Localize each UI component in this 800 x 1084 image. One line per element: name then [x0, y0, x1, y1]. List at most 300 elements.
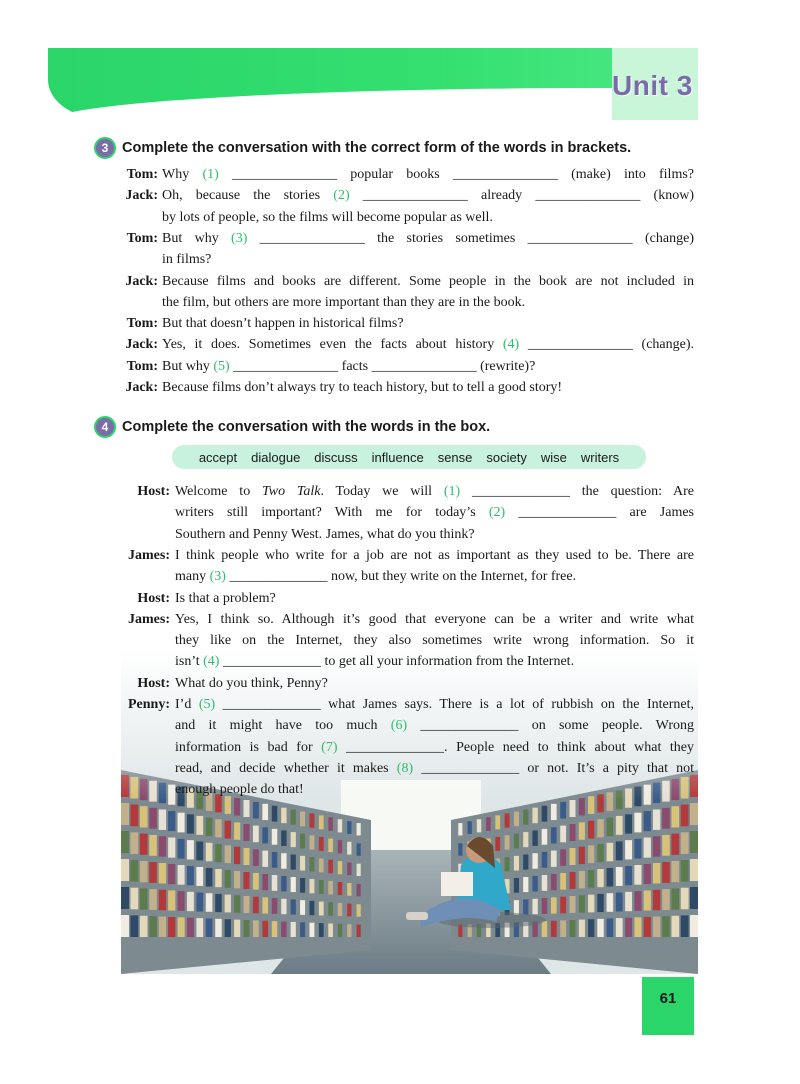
book-spine [159, 917, 166, 937]
book-spine [291, 855, 296, 870]
book-spine [690, 887, 698, 909]
dialogue-line: Yes, it does. Sometimes even the facts about history (4) _______________ (change). [162, 337, 694, 353]
book-spine [253, 826, 259, 843]
book-spine [634, 839, 641, 859]
book-spine [514, 900, 519, 915]
book-spine [206, 818, 213, 837]
book-spine [159, 890, 166, 910]
dialogue-line: What do you think, Penny? [175, 675, 328, 691]
speaker-label: Jack: [125, 337, 158, 353]
book-spine [505, 857, 510, 871]
book-spine [551, 827, 557, 843]
book-spine [653, 836, 660, 856]
book-spine [671, 834, 679, 855]
book-spine [262, 874, 268, 890]
book-spine [168, 890, 175, 910]
book-spine [634, 917, 641, 937]
book-spine [319, 923, 324, 937]
book-spine [671, 888, 679, 909]
book-spine [300, 834, 305, 849]
book-spine [644, 811, 651, 831]
book-spine [579, 798, 585, 815]
book-spine [653, 890, 660, 910]
book-spine [300, 812, 305, 827]
book-spine [542, 806, 548, 822]
book-spine [347, 821, 351, 834]
book-spine [681, 832, 689, 854]
book-spine [328, 860, 333, 874]
book-spine [253, 873, 259, 890]
book-spine [178, 917, 185, 937]
book-spine [319, 815, 324, 829]
book-spine [281, 922, 286, 937]
book-spine [560, 920, 566, 937]
book-spine [690, 859, 698, 881]
book-spine [262, 851, 268, 867]
book-spine [309, 813, 314, 827]
book-spine [681, 805, 689, 827]
book-spine [319, 858, 324, 872]
dialogue-line: Welcome to Two Talk. Today we will (1) ______________ the question: Are [175, 484, 694, 499]
word-box-item: sense [437, 449, 473, 465]
book-spine [121, 831, 129, 853]
book-spine [551, 921, 557, 937]
book-spine [178, 891, 185, 911]
book-spine [300, 878, 305, 893]
book-spine [514, 812, 519, 827]
book-spine [690, 831, 698, 853]
exercise-4-heading [94, 416, 490, 438]
book-spine [178, 839, 185, 859]
book-spine [357, 884, 361, 896]
dialogue-line: Because films and books are different. Some people in the book are not included in [162, 273, 694, 289]
dialogue-line: But why (3) _______________ the stories sometimes _______________ (change) [162, 230, 694, 246]
book-spine [272, 898, 278, 914]
book-spine [560, 897, 566, 914]
book-spine [607, 843, 614, 862]
book-spine [319, 837, 324, 851]
book-spine [309, 835, 314, 849]
book-spine [514, 834, 519, 849]
book-spine [281, 876, 286, 891]
book-spine [551, 874, 557, 890]
book-spine [328, 839, 333, 853]
word-box-item: accept [198, 449, 238, 465]
book-spine [206, 868, 213, 887]
book-spine [468, 821, 472, 834]
book-spine [328, 817, 333, 831]
book-spine [309, 879, 314, 893]
book-spine [196, 893, 203, 912]
book-spine [206, 843, 213, 862]
book-spine [309, 857, 314, 871]
exercise-number-badge: 4 [94, 416, 116, 438]
book-spine [215, 819, 221, 837]
book-spine [262, 804, 268, 820]
speaker-label: Tom: [126, 167, 158, 182]
word-box-item: influence [371, 449, 424, 465]
book-spine [523, 810, 528, 825]
book-spine [616, 893, 623, 912]
book-spine [253, 897, 259, 914]
word-box [172, 445, 646, 469]
book-spine [347, 924, 351, 937]
speaker-label: Tom: [126, 316, 158, 332]
book-spine [570, 872, 576, 889]
book-spine [121, 859, 129, 881]
book-spine [309, 901, 314, 915]
speaker-label: James: [128, 611, 170, 627]
book-spine [486, 817, 491, 831]
book-spine [159, 863, 166, 883]
book-spine [607, 918, 614, 937]
book-spine [570, 824, 576, 841]
page-number: 61 [659, 990, 677, 1007]
book-spine [625, 840, 632, 859]
dialogue-line: isn’t (4) ______________ to get all your information from the Internet. [175, 654, 575, 670]
book-spine [244, 872, 250, 889]
book-spine [560, 849, 566, 866]
book-spine [542, 852, 548, 868]
book-spine [495, 815, 500, 829]
dialogue-line: read, and decide whether it makes (8) ______________ or not. It’s a pity that not [175, 760, 694, 776]
book-spine [458, 843, 462, 855]
book-spine [196, 867, 203, 886]
book-spine [262, 921, 268, 937]
book-spine [149, 808, 157, 829]
book-spine [681, 860, 689, 882]
book-spine [140, 861, 148, 882]
book-spine [644, 838, 651, 858]
speaker-label: Jack: [125, 188, 158, 204]
dialogue-line: enough people do that! [175, 782, 304, 798]
book-spine [347, 883, 351, 896]
book-spine [234, 798, 240, 815]
book-spine [140, 806, 148, 827]
book-spine [244, 920, 250, 937]
book-spine [244, 824, 250, 841]
book-spine [662, 916, 670, 937]
book-spine [690, 803, 698, 825]
book-spine [291, 922, 296, 937]
dialogue-line: many (3) ______________ now, but they write on the Internet, for free. [175, 569, 577, 585]
book-spine [505, 813, 510, 827]
book-spine [542, 829, 548, 845]
book-spine [662, 862, 670, 883]
book-spine [588, 821, 594, 839]
book-spine [272, 829, 278, 845]
book-spine [328, 881, 333, 895]
book-spine [272, 806, 278, 822]
book-spine [187, 840, 194, 859]
book-spine [551, 851, 557, 867]
book-spine [607, 893, 614, 912]
dialogue-line: But that doesn’t happen in historical films? [162, 316, 404, 332]
book-spine [196, 918, 203, 937]
book-spine [597, 919, 603, 937]
book-spine [130, 832, 138, 854]
book-spine [532, 830, 537, 845]
book-spine [458, 823, 462, 835]
book-spine [338, 882, 342, 895]
book-spine [607, 868, 614, 887]
book-spine [272, 875, 278, 891]
book-spine [319, 880, 324, 894]
book-spine [588, 870, 594, 888]
speaker-label: Tom: [126, 230, 158, 246]
book-spine [225, 870, 231, 888]
exercise-3-heading [94, 137, 631, 159]
book-spine [225, 895, 231, 913]
exercise-instruction: Complete the conversation with the correct form of the words in brackets. [122, 140, 632, 156]
book-spine [168, 864, 175, 884]
book-spine [262, 827, 268, 843]
book-spine [560, 802, 566, 819]
book-spine [597, 894, 603, 912]
speaker-label: Penny: [128, 697, 170, 712]
book-spine [215, 844, 221, 862]
book-spine [291, 899, 296, 914]
book-spine [644, 917, 651, 937]
book-spine [291, 810, 296, 825]
book-spine [215, 894, 221, 912]
book-spine [644, 890, 651, 910]
book-spine [244, 896, 250, 913]
book-spine [121, 803, 129, 825]
book-spine [634, 891, 641, 911]
book-spine [300, 900, 305, 915]
book-spine [187, 892, 194, 911]
dialogue-line: information is bad for (7) ______________. People need to think about what they [175, 739, 694, 755]
book-spine [149, 862, 157, 883]
book-spine [215, 869, 221, 887]
book-spine [168, 811, 175, 831]
book-spine [178, 813, 185, 833]
dialogue-line: writers still important? With me for today’s (2) ______________ are James [175, 505, 694, 521]
book-spine [130, 915, 138, 937]
book-spine [234, 822, 240, 839]
book-spine [625, 814, 632, 833]
book-spine [523, 832, 528, 847]
book-spine [196, 841, 203, 860]
book-spine [681, 888, 689, 910]
book-spine [357, 925, 361, 937]
book-spine [347, 904, 351, 917]
book-spine [149, 889, 157, 910]
dialogue-line: But why (5) _______________ facts _______________ (rewrite)? [162, 358, 536, 374]
book-spine [187, 866, 194, 885]
book-spine [262, 897, 268, 913]
book-spine [357, 864, 361, 876]
book-spine [570, 896, 576, 913]
book-spine [159, 836, 166, 856]
book-spine [616, 867, 623, 886]
book-spine [281, 830, 286, 845]
speaker-label: James: [128, 547, 170, 563]
book-spine [662, 889, 670, 910]
dialogue-line: I’d (5) ______________ what James says. There is a lot of rubbish on the Internet, [175, 697, 694, 712]
book-spine [244, 848, 250, 865]
book-spine [215, 919, 221, 937]
book-spine [149, 916, 157, 937]
book-spine [159, 809, 166, 829]
book-spine [662, 808, 670, 829]
book-spine [671, 916, 679, 937]
dialogue-line: by lots of people, so the films will become popular as well. [162, 209, 493, 225]
word-box-item: wise [540, 449, 567, 465]
book-spine [653, 809, 660, 829]
book-spine [616, 816, 623, 835]
book-spine [579, 920, 585, 937]
book-spine [625, 866, 632, 885]
book-spine [121, 915, 129, 937]
book-spine [588, 919, 594, 937]
book-spine [338, 924, 342, 937]
book-spine [357, 823, 361, 835]
book-spine [291, 877, 296, 892]
book-spine [234, 847, 240, 864]
book-spine [597, 869, 603, 887]
book-spine [588, 845, 594, 863]
dialogue-line: Southern and Penny West. James, what do you think? [175, 526, 475, 542]
book-spine [272, 921, 278, 937]
speaker-label: Jack: [125, 273, 158, 289]
book-spine [551, 804, 557, 820]
book-spine [579, 847, 585, 864]
book-spine [542, 875, 548, 891]
book-spine [347, 842, 351, 855]
book-spine [551, 897, 557, 913]
book-spine [560, 826, 566, 843]
book-spine [206, 893, 213, 912]
book-spine [607, 818, 614, 837]
book-spine [253, 849, 259, 866]
book-spine [579, 895, 585, 912]
book-spine [653, 863, 660, 883]
book-spine [532, 899, 537, 914]
book-spine [225, 821, 231, 839]
speaker-label: Jack: [125, 380, 158, 395]
book-spine [579, 871, 585, 888]
book-spine [338, 840, 342, 853]
book-spine [570, 920, 576, 937]
dialogue-line: Is that a problem? [175, 590, 276, 606]
book-spine [357, 904, 361, 916]
book-spine [532, 808, 537, 823]
book-spine [149, 835, 157, 856]
speaker-label: Tom: [126, 358, 158, 374]
book-spine [542, 898, 548, 914]
book-spine [634, 813, 641, 833]
book-spine [281, 899, 286, 914]
book-spine [616, 918, 623, 937]
book-spine [616, 841, 623, 860]
dialogue-line: they like on the Internet, they also sometimes write wrong information. So it [175, 633, 694, 649]
book-spine [187, 814, 194, 833]
book-spine [597, 819, 603, 837]
book-spine [130, 860, 138, 882]
book-spine [338, 819, 342, 832]
book-spine [130, 888, 138, 910]
book-spine [514, 878, 519, 893]
book-spine [634, 865, 641, 885]
book-spine [196, 816, 203, 835]
book-spine [579, 822, 585, 839]
book-spine [477, 819, 481, 832]
book-spine [338, 861, 342, 874]
book-spine [300, 856, 305, 871]
book-spine [495, 837, 500, 851]
book-spine [272, 852, 278, 868]
dialogue-line: the film, but others are more important than they are in the book. [162, 294, 526, 310]
book-spine [281, 853, 286, 868]
book-spine [206, 918, 213, 937]
book-spine [225, 845, 231, 863]
book-spine [291, 832, 296, 847]
book-spine [328, 902, 333, 916]
book-spine [253, 802, 259, 819]
dialogue-line: I think people who write for a job are not as important as they used to be. There are [175, 547, 694, 563]
book-spine [690, 915, 698, 937]
book-spine [644, 864, 651, 884]
speaker-label: Host: [137, 675, 170, 691]
book-spine [309, 923, 314, 937]
book-spine [234, 895, 240, 912]
book-spine [505, 835, 510, 849]
book-spine [187, 918, 194, 937]
book-spine [532, 853, 537, 868]
book-spine [514, 856, 519, 871]
book-spine [328, 923, 333, 937]
dialogue-line: Why (1) _______________ popular books _______________ (make) into films? [162, 167, 694, 182]
book-spine [140, 834, 148, 855]
book-spine [130, 805, 138, 827]
word-box-item: society [486, 449, 527, 465]
book-spine [178, 865, 185, 885]
book-spine [560, 873, 566, 890]
word-box-item: dialogue [251, 449, 301, 465]
book-spine [523, 899, 528, 914]
book-spine [542, 921, 548, 937]
book-spine [319, 902, 324, 916]
book-spine [234, 920, 240, 937]
book-spine [625, 892, 632, 911]
book-spine [597, 844, 603, 862]
book-spine [625, 918, 632, 937]
book-spine [588, 895, 594, 913]
book-spine [121, 887, 129, 909]
book-spine [662, 835, 670, 856]
book-spine [671, 806, 679, 827]
exercise-instruction: Complete the conversation with the words in the box. [122, 419, 491, 435]
book-spine [168, 917, 175, 937]
book-spine [681, 915, 689, 937]
book-spine [523, 855, 528, 870]
book-spine [244, 800, 250, 817]
book-spine [653, 917, 660, 937]
book-spine [338, 903, 342, 916]
word-box-item: discuss [314, 449, 358, 465]
exercise-number-badge: 3 [94, 137, 116, 159]
book-spine [140, 916, 148, 937]
dialogue-line: Because films don’t always try to teach history, but to tell a good story! [162, 380, 563, 395]
book-spine [570, 800, 576, 817]
dialogue-line: Oh, because the stories (2) _______________ already _______________ (know) [162, 188, 694, 204]
book-spine [253, 920, 259, 937]
book-spine [300, 922, 305, 937]
dialogue-line: and it might have too much (6) ______________ on some people. Wrong [175, 718, 694, 734]
book-spine [281, 808, 286, 823]
